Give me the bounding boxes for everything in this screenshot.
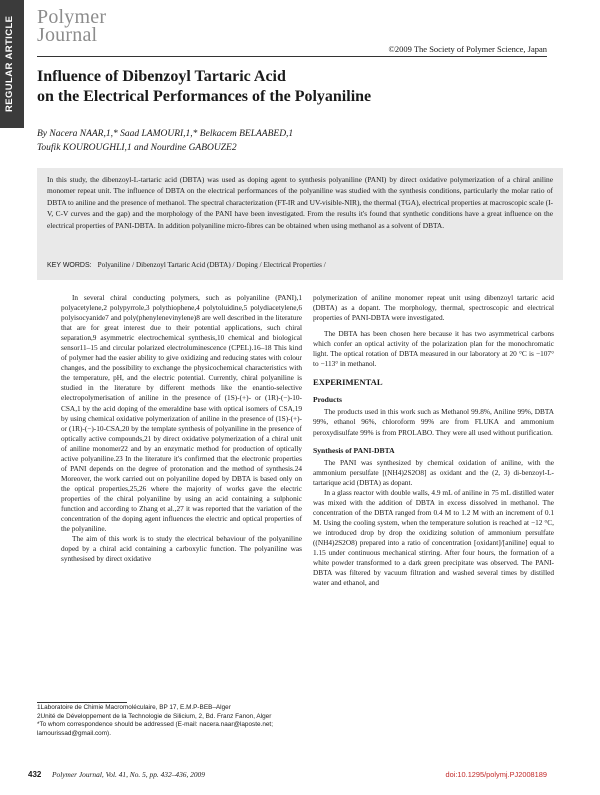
- authors-line-2: Toufik KOUROUGHLI,1 and Nourdine GABOUZE2: [37, 143, 237, 153]
- subheading-synthesis: Synthesis of PANI-DBTA: [313, 445, 395, 455]
- page-number: 432: [28, 770, 42, 779]
- journal-logo: [37, 8, 106, 44]
- keywords: [47, 260, 553, 271]
- logo-line-2: Journal: [37, 24, 98, 46]
- article-title: [37, 67, 557, 107]
- intro-paragraph-3: polymerization of aniline monomer repeat unit using dibenzoyl tartaric acid (DBTA) as a dopant. The morphology, thermal, spectroscopic and electrical properties of PANI-DBTA were investigated.: [313, 293, 554, 323]
- section-heading-experimental: EXPERIMENTAL: [313, 377, 383, 388]
- title-line-2: on the Electrical Performances of the Polyaniline: [37, 88, 372, 105]
- right-column: [313, 293, 554, 588]
- header-divider: [37, 56, 547, 57]
- intro-paragraph-4: The DBTA has been chosen here because it has two asymmetrical carbons which confer an optical activity of the polarization plan for the monochromatic light. The optical rotation of DBTA measured in our laboratory at 20 °C is −107° to −113° in methanol.: [313, 329, 554, 369]
- footnote-affiliation-1: 1Laboratoire de Chimie Macromoléculaire, BP 17, E.M.P-BEB–Alger: [37, 704, 231, 711]
- intro-paragraph-2: The aim of this work is to study the electrical behaviour of the polyaniline doped by a chiral acid containing a carboxylic function. The polyaniline was synthesised by direct oxidative: [61, 534, 302, 564]
- author-list: [37, 127, 557, 155]
- article-type-label: REGULAR ARTICLE: [4, 15, 15, 113]
- synthesis-paragraph-2: In a glass reactor with double walls, 4.9 mL of aniline in 75 mL distilled water was mixed with the addition of DBTA in excess dissolved in methanol. The concentration of the DBTA ranged from 0.4 M to 1.2 M with an increment of 0.1 M. Using the cooling system, when the temperature solution is reached at −12 °C, we introduced drop by drop the oxidizing solution of ammonium persulfate ((NH4)2S2O8) prepared into a ratio of concentration [oxidant]/[aniline] equal to 1.15 under continuous mechanical stirring. After four hours, the formation of a white powder transformed to a dark green precipitate was observed. The PANI-DBTA was filtered by vacuum filtration and washed several times by distilled water and ethanol, and: [313, 487, 554, 588]
- logo-line-1: Polymer: [37, 6, 107, 28]
- doi-link[interactable]: doi:10.1295/polymj.PJ2008189: [445, 770, 547, 779]
- journal-citation: Polymer Journal, Vol. 41, No. 5, pp. 432–436, 2009: [52, 770, 205, 779]
- footnote-affiliation-2: 2Unité de Développement de la Technologie de Silicium, 2, Bd. Franz Fanon, Alger: [37, 712, 272, 720]
- keywords-list: Polyaniline / Dibenzoyl Tartaric Acid (DBTA) / Doping / Electrical Properties /: [97, 261, 326, 269]
- subheading-products: Products: [313, 395, 342, 405]
- footnotes: [37, 704, 337, 738]
- left-column: [61, 293, 302, 564]
- article-type-tab: [0, 0, 24, 128]
- intro-paragraph-1: In several chiral conducting polymers, such as polyaniline (PANI),1 polyacetylene,2 polypyrrole,3 polythiophene,4 polytoluidine,5 polydiacetylene,6 polyisocyanide7 and poly(phenylenevinylene)8 are well described in the literature that are for great interest due to their potential applications, such chiral separation,9 asymmetric electrochemical synthesis,10 chemical and biological sensor11–15 and circular polarized electroluminescence (CPEL).16–18 This kind of polymer had the easier ability to give oxidizing and reducing states with colour changes, and the possibility to exchange the physicochemical characteristics with the temperature, pH, and the electric potential. Currently, chiral polyaniline is studied in the literature by different methods like the enantio-selective electropolymerisation of aniline in the presence of (1S)-(+)- or (1R)-(−)-10-CSA,1 by the acid doping of the emeraldine base with optical isomers of CSA,19 by using chemical oxidative polymerization of aniline in the presence of (1S)-(+)-or (1R)-(−)-10-CSA,20 by the template synthesis of polyaniline in the presence of optically active compounds,21 by direct oxidative polymerization of a chiral unit of aniline monomer22 and by an enzymatic method for production of optically active polyaniline.23 In the literature it's confirmed that the electronic properties of PANI depends on the degree of protonation and the method of synthesis.24 Moreover, the work carried out on polyaniline doped by DBTA is based only on the optical properties,25,26 where the majority of works gave the electric properties of the chiral polyaniline by using an acid containing a sulphonic function and according to Zhang et al.,27 it was reported that the variation of the concentration of the doping agent influences the electric and optical properties of the polyaniline.: [61, 293, 302, 534]
- synthesis-paragraph-1: The PANI was synthesized by chemical oxidation of aniline, with the ammonium persulfate [(NH4)2S2O8] as oxidant and the (2, 3) di-benzoyl-L-tartarique acid (DBTA) as dopant.: [313, 457, 554, 487]
- title-line-1: Influence of Dibenzoyl Tartaric Acid: [37, 68, 286, 85]
- footnote-divider: [37, 702, 127, 703]
- products-paragraph: The products used in this work such as Methanol 99.8%, Aniline 99%, DBTA 99%, ethanol 96%, chloroform 99% are from FLUKA and ammonium peroxydisulfate 99% is from PROLABO. They were all used without purification.: [313, 407, 554, 437]
- abstract-text: In this study, the dibenzoyl-L-tartaric acid (DBTA) was used as doping agent to synthesis polyaniline (PANI) by direct oxidative polymerization of a chiral aniline monomer repeat unit. The influence of DBTA on the electrical performances of the polyaniline was studied with the synthesis conditions, particularly the molar ratio of DBTA to aniline and the presence of methanol. The spectral characterization (FT-IR and UV-visible-NIR), the thermal (TGA), electrical properties at macroscopic scale (I-V, C-V curves and the gap) and the morphology of the PANI have been investigated. From the results it's found that synthetic conditions have a great influence on the electrical properties of PANI-DBTA. In addition polyaniline micro-fibres can be obtained when using methanol as a solvent of DBTA.: [47, 175, 553, 230]
- authors-line-1: By Nacera NAAR,1,* Saad LAMOURI,1,* Belkacem BELAABED,1: [37, 129, 294, 139]
- footnote-correspondence: *To whom correspondence should be addressed (E-mail: nacera.naar@laposte.net; lamourissad@gmail.com).: [37, 721, 273, 737]
- copyright-notice: ©2009 The Society of Polymer Science, Japan: [388, 44, 547, 54]
- keywords-label: KEY WORDS:: [47, 262, 92, 269]
